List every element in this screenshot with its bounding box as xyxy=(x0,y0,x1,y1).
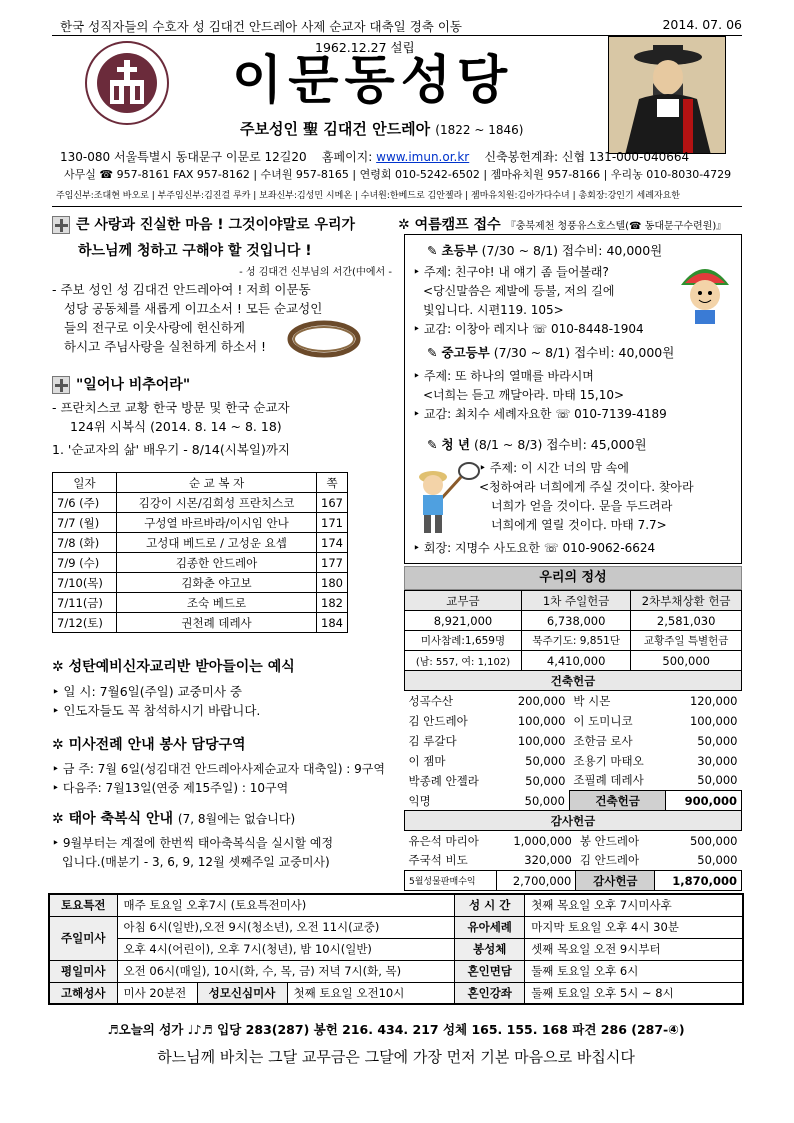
header-divider xyxy=(52,206,742,207)
table-row: 7/12(토) 권천례 데레사 184 xyxy=(53,613,348,633)
elem-title: 초등부 xyxy=(441,243,478,258)
liturgy-heading: 미사전례 안내 봉사 담당구역 xyxy=(68,737,246,753)
saint-portrait xyxy=(608,36,726,154)
catechumen-heading: 성탄예비신자교리반 받아들이는 예식 xyxy=(68,659,295,675)
thanks-table: 감사헌금 유은석 마리아 1,000,000 봉 안드레아 500,000 주국석 비도 320,000 김 안드레아 50,000 5월성물판매수익 2,700,000 감사헌금 1,870,000 xyxy=(404,810,742,891)
elem-contact: 교감: 이창아 레지나 ☏ 010-8448-1904 xyxy=(423,322,644,336)
watermelon-kid-icon xyxy=(677,259,733,325)
elem-dates: (7/30 ~ 8/1) xyxy=(481,243,559,258)
table-row: 이 젬마 50,000 조용기 마태오 30,000 xyxy=(408,753,738,768)
staff-line: 주임신부:조대현 바오로 | 부주임신부:김진걸 루카 | 보좌신부:김성민 시메온 | 수녀원:한베드로 김안젤라 | 젬마유치원:김아가다수녀 | 총회장:강인기 세례자요한 xyxy=(56,191,680,201)
finance-heading-text: 우리의 정성 xyxy=(539,570,607,585)
mid-verse: <너희는 듣고 깨달아라. 마태 15,10> xyxy=(423,388,625,402)
rise-line-2: 124위 시복식 (2014. 8. 14 ~ 8. 18) xyxy=(70,419,282,434)
parish-seal-icon xyxy=(84,40,170,126)
building-table: 건축헌금 성곡수산 200,000 박 시몬 120,000 김 안드레아 100,000 이 도미니코 100,000 김 루갈다 100,000 조한금 로사 50,000 이 젬마 50,000 조용기 마태오 30,000 박종례 안젤라 50,000 조필례 데레사 50,000 익명 50,000 건축헌금 900,000 xyxy=(404,670,742,811)
camp-heading: 여름캠프 접수 xyxy=(414,217,501,233)
liturgy-line-1: 금 주: 7월 6일(성김대건 안드레아사제순교자 대축일) : 9구역 xyxy=(62,762,385,776)
offering-table: 교무금 1차 주일헌금 2차부채상환 헌금 8,921,000 6,738,000 2,581,030 미사참례:1,659명 묵주기도: 9,851단 교황주일 특별헌금 (남: 557, 여: 1,102) 4,410,000 500,000 xyxy=(404,590,742,671)
love-heading-2: 하느님께 청하고 구해야 할 것입니다 ! xyxy=(78,243,312,259)
issue-date: 2014. 07. 06 xyxy=(662,17,742,32)
youth-theme: 주제: 이 시간 너의 맘 속에 xyxy=(489,461,629,475)
rise-heading: "일어나 비추어라" xyxy=(76,377,191,393)
patron-name: 주보성인 聖 김대건 안드레아 xyxy=(240,120,431,138)
love-line-1: - 주보 성인 성 김대건 안드레아여 ! 저희 이문동 xyxy=(52,282,311,297)
table-row: 주국석 비도 320,000 김 안드레아 50,000 xyxy=(408,853,738,868)
schedule-table: 토요특전 매주 토요일 오후7시 (토요특전미사) 성 시 간 첫째 목요일 오후 7시미사후 주일미사 아침 6시(일반),오전 9시(청소년), 오전 11시(교중) 유아세례 마지막 토요일 오후 4시 30분 오후 4시(어린이), 오후 7시(청년), 밤 10시(일반) 봉성체 셋째 목요일 오전 9시부터 평일미사 오전 06시(매일), 10시(화, 수, 목, 금) 저녁 7시(화, 목) 혼인면담 둘째 토요일 오후 6시 고해성사 미사 20분전 성모신심미사 첫째 토요일 오전10시 혼인강좌 둘째 토요일 오후 5시 ~ 8시 xyxy=(48,893,744,1005)
postal-address: 130-080 서울특별시 동대문구 이문로 12길20 xyxy=(60,150,307,164)
mid-fee: 접수비: 40,000원 xyxy=(574,345,675,360)
youth-verse-3: 너희에게 열릴 것이다. 마태 7.7> xyxy=(491,518,667,532)
love-line-4: 하시고 주님사랑을 실천하게 하소서 ! xyxy=(64,339,267,354)
table-row: 7/8 (화) 고성대 베드로 / 고성운 요셉 174 xyxy=(53,533,348,553)
homepage-link[interactable]: www.imun.or.kr xyxy=(376,150,470,164)
table-row: 성곡수산 200,000 박 시몬 120,000 xyxy=(408,693,738,708)
catechumen-line-1: 일 시: 7월6일(주일) 교중미사 중 xyxy=(63,684,242,699)
fetus-heading: 태아 축복식 안내 xyxy=(68,811,174,827)
saint-portrait-icon xyxy=(609,37,726,154)
youth-title: 청 년 xyxy=(441,437,470,452)
finance-heading xyxy=(404,566,742,590)
cross-icon xyxy=(52,216,70,234)
mid-dates: (7/30 ~ 8/1) xyxy=(493,345,571,360)
table-row: 유은석 마리아 1,000,000 봉 안드레아 500,000 xyxy=(408,833,738,848)
footer-note: 하느님께 바치는 그달 교무금은 그달에 가장 먼저 기본 마음으로 바칩시다 xyxy=(157,1048,635,1066)
youth-verse-1: <청하여라 너희에게 주실 것이다. 찾아라 xyxy=(479,480,694,494)
love-heading-1: 큰 사랑과 진실한 마음 ! 그것이야말로 우리가 xyxy=(76,217,356,233)
love-source: - 성 김대건 신부님의 서간(中에서 - xyxy=(239,267,392,278)
feast-line: 한국 성직자들의 수호자 성 김대건 안드레아 사제 순교자 대축일 경축 이동 xyxy=(60,19,462,34)
table-row: 익명 50,000 건축헌금 900,000 xyxy=(405,791,742,811)
header-top xyxy=(52,14,742,36)
mid-theme: 주제: 또 하나의 열매를 바라시며 xyxy=(423,369,594,383)
liturgy-line-2: 다음주: 7월13일(연중 제15주일) : 10구역 xyxy=(62,781,289,795)
table-row: 7/10(목) 김화춘 야고보 180 xyxy=(53,573,348,593)
youth-contact: 회장: 지명수 사도요한 ☏ 010-9062-6624 xyxy=(423,541,656,555)
camp-header: ✲ 여름캠프 접수 『충북제천 청풍유스호스텔(☎ 동대문구수련원)』 xyxy=(398,217,727,233)
love-line-3: 들의 전구로 이웃사랑에 헌신하게 xyxy=(64,320,245,335)
hymns-line: ♬오늘의 성가 ♩♪♬ 입당 283(287) 봉헌 216. 434. 217 성체 165. 155. 168 파견 286 (287-④) xyxy=(107,1022,685,1037)
patron-years: (1822 ~ 1846) xyxy=(435,123,524,137)
account-info: 신축봉헌계좌: 신협 131-000-040664 xyxy=(484,150,690,164)
col-date: 일자 xyxy=(53,473,117,493)
elem-theme: 주제: 친구야! 내 얘기 좀 들어볼래? xyxy=(423,265,609,279)
elem-verse-1: <당신말씀은 제발에 등불, 저의 길에 xyxy=(423,284,615,298)
table-row: 7/6 (주) 김강이 시몬/김희성 프란치스코 167 xyxy=(53,493,348,513)
martyr-table xyxy=(52,472,348,633)
table-row: 7/9 (수) 김종한 안드레아 177 xyxy=(53,553,348,573)
camp-place: 『충북제천 청풍유스호스텔(☎ 동대문구수련원)』 xyxy=(505,221,727,232)
table-row: 박종례 안젤라 50,000 조필례 데레사 50,000 xyxy=(408,773,738,788)
parish-title: 이문동성당 xyxy=(232,51,514,111)
table-row: 7/11(금) 조숙 베드로 182 xyxy=(53,593,348,613)
crown-of-thorns-icon xyxy=(284,314,364,364)
fetus-line-2: 입니다.(매분기 - 3, 6, 9, 12월 셋째주일 교중미사) xyxy=(62,855,330,869)
youth-fee: 접수비: 45,000원 xyxy=(546,437,647,452)
table-row: 김 안드레아 100,000 이 도미니코 100,000 xyxy=(408,713,738,728)
camp-box: ✎ 초등부 (7/30 ~ 8/1) 접수비: 40,000원 ‣ 주제: 친구야! 내 얘기 좀 들어볼래? <당신말씀은 제발에 등불, 저의 길에 빛입니다. 시편119. 105> ‣ 교감: 이창아 레지나 ☏ 010-8448-1904 ✎ 중고등부 (7/30 ~ 8/1) 접수비: 40,000원 ‣ 주제: 또 하나의 열매를 바라시며 <너희는 듣고 깨달아라. 마태 15,10> ‣ 교감: 최치수 세례자요한 ☏ 010-7139-4189 ✎ 청 년 (8/1 ~ 8/3) 접수비: 45,000원 ‣ 주제: 이 시간 너의 맘 속에 <청하여라 너희에게 주실 것이다. 찾아라 너희가 얻을 것이다. 문을 두드려라 너희에게 열릴 것이다. 마태 7.7> ‣ 회장: 지명수 사도요한 ☏ 010-9062-6624 xyxy=(404,234,742,564)
mid-title: 중고등부 xyxy=(441,345,490,360)
col-page: 쪽 xyxy=(317,473,348,493)
fetus-line-1: 9월부터는 계절에 한번씩 태아축복식을 실시할 예정 xyxy=(62,836,334,850)
love-line-2: 성당 공동체를 새롭게 이끄소서 ! 모든 순교성인 xyxy=(64,301,323,316)
rise-line-3: 1. '순교자의 삶' 배우기 - 8/14(시복일)까지 xyxy=(52,442,290,457)
table-row: 7/7 (월) 구성열 바르바라/이시임 안나 171 xyxy=(53,513,348,533)
table-row: 5월성물판매수익 2,700,000 감사헌금 1,870,000 xyxy=(405,871,742,891)
mid-contact: 교감: 최치수 세례자요한 ☏ 010-7139-4189 xyxy=(423,407,667,421)
catechumen-line-2: 인도자들도 꼭 참석하시기 바랍니다. xyxy=(63,703,261,718)
phone-line: 사무실 ☎ 957-8161 FAX 957-8162 | 수녀원 957-8165 | 연령회 010-5242-6502 | 젬마유치원 957-8166 | 우리농 010-8030-4729 xyxy=(64,168,732,181)
rise-line-1: - 프란치스코 교황 한국 방문 및 한국 순교자 xyxy=(52,400,290,415)
founded-date: 1962.12.27 설립 xyxy=(315,40,415,55)
youth-verse-2: 너희가 얻을 것이다. 문을 두드려라 xyxy=(491,499,673,513)
cross-icon xyxy=(52,376,70,394)
address-line xyxy=(60,148,750,165)
homepage-label: 홈페이지: xyxy=(321,150,373,164)
elem-verse-2: 빛입니다. 시편119. 105> xyxy=(423,303,564,317)
table-row: 김 루갈다 100,000 조한금 로사 50,000 xyxy=(408,733,738,748)
youth-dates: (8/1 ~ 8/3) xyxy=(473,437,543,452)
butterfly-net-kid-icon xyxy=(411,459,481,537)
fetus-note: (7, 8월에는 없습니다) xyxy=(177,812,296,826)
rise-section xyxy=(52,374,392,459)
fetus-section: ✲ 태아 축복식 안내 (7, 8월에는 없습니다) ‣ 9월부터는 계절에 한번씩 태아축복식을 실시할 예정 입니다.(매분기 - 3, 6, 9, 12월 셋째주일 교중미사) xyxy=(52,808,392,872)
catechumen-section: ✲ 성탄예비신자교리반 받아들이는 예식 ‣ 일 시: 7월6일(주일) 교중미사 중 ‣ 인도자들도 꼭 참석하시기 바랍니다. xyxy=(52,659,295,718)
col-martyr: 순 교 복 자 xyxy=(117,473,317,493)
patron-saint xyxy=(240,118,523,139)
elem-fee: 접수비: 40,000원 xyxy=(562,243,663,258)
liturgy-section: ✲ 미사전례 안내 봉사 담당구역 ‣ 금 주: 7월 6일(성김대건 안드레아사제순교자 대축일) : 9구역 ‣ 다음주: 7월13일(연중 제15주일) : 10구역 xyxy=(52,737,385,795)
